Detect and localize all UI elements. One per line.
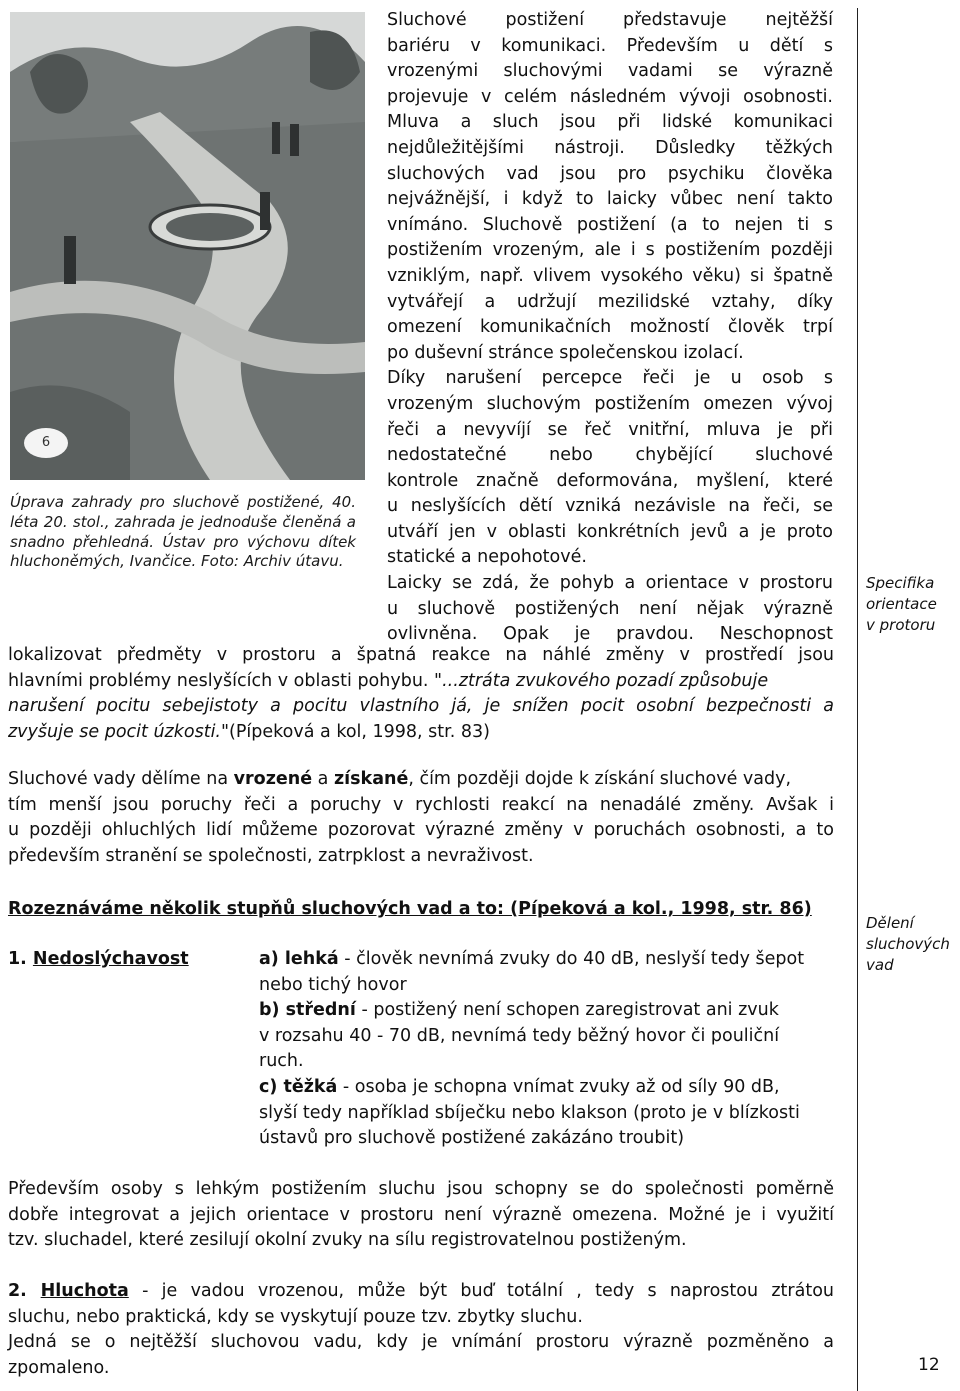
text-line: u neslyšících dětí vzniká nezávisle na řeči, se xyxy=(387,496,833,517)
text-line: kontrole značně deformována, myšlení, které xyxy=(387,470,833,491)
quote-text: ...ztráta zvukového pozadí způsobuje xyxy=(442,670,769,691)
text-line: řeči a nevyvíjí se řeč vnitřní, mluva je při xyxy=(387,419,833,440)
text-line: Díky narušení percepce řeči je u osob s xyxy=(387,368,833,389)
text-line: ústavů pro sluchově postižené zakázáno troubit) xyxy=(259,1128,685,1149)
level-item-a xyxy=(259,947,829,973)
text-line: slyší tedy například sbíječku nebo klakson (proto je v blízkosti xyxy=(259,1102,800,1123)
text-line: projevuje v celém následném vývoji osobnosti. xyxy=(387,86,833,107)
text-line: Mluva a sluch jsou při lidské komunikaci xyxy=(387,112,833,133)
text-line: sluchu, nebo praktická, kdy se vyskytují pouze tzv. zbytky sluchu. xyxy=(8,1306,583,1327)
text-line: dobře integrovat a jejich orientace v prostoru není výrazně omezena. Možné je i využití xyxy=(8,1204,834,1225)
term-ziskane: získané xyxy=(333,769,409,789)
level-number: 1. xyxy=(8,949,33,969)
item-text: - postižený není schopen zaregistrovat ani zvuk xyxy=(355,1000,779,1021)
text-plain: - je vadou vrozenou, může být buď totální , tedy s naprostou ztrátou xyxy=(128,1281,834,1301)
citation: "(Pípeková a kol, 1998, str. 83) xyxy=(221,721,490,742)
text-line: nedostatečné nebo chybějící sluchové xyxy=(387,445,833,466)
text-line xyxy=(8,1279,834,1305)
side-note-line: Dělení xyxy=(866,914,914,932)
quote-line: narušení pocitu sebejistoty a pocitu vlastního já, je snížen pocit osobní bezpečnosti a xyxy=(8,696,834,717)
side-note-line: Specifika xyxy=(866,574,935,592)
level-2-paragraph xyxy=(8,1279,834,1381)
text-line: Laicky se zdá, že pohyb a orientace v prostoru xyxy=(387,573,833,594)
level-1-heading xyxy=(8,947,189,973)
text-line: vzniklým, např. vlivem vysokého věku) si špatně xyxy=(387,265,833,286)
side-note-line: orientace xyxy=(866,595,937,613)
text-line xyxy=(8,669,834,695)
level-title: Nedoslýchavost xyxy=(32,949,189,969)
text-line: po duševní stránce společenskou izolací. xyxy=(387,342,744,363)
side-note-orientation xyxy=(866,573,960,636)
text-line: u sluchově postižených není nějak výrazně xyxy=(387,598,833,619)
margin-divider xyxy=(857,8,858,1391)
orientation-paragraph xyxy=(8,643,834,745)
degrees-heading: Rozeznáváme několik stupňů sluchových vad a to: (Pípeková a kol., 1998, str. 86) xyxy=(8,899,812,919)
text-line: postižením vrozeným, ale i s postižením později xyxy=(387,240,833,261)
item-label: c) těžká xyxy=(259,1076,338,1097)
quote-text: zvyšuje se pocit úzkosti. xyxy=(8,721,221,742)
text-line: utváří jen v oblasti konkrétních jevů a je proto xyxy=(387,521,833,542)
page-number: 12 xyxy=(918,1355,940,1375)
text-line: vnímáno. Sluchově postižení (a to nejen ti s xyxy=(387,214,833,235)
text-line: nebo tichý hovor xyxy=(259,974,407,995)
text-line: statické a nepohotové. xyxy=(387,547,587,568)
garden-photo-illustration xyxy=(10,12,365,480)
text-plain: hlavními problémy neslyšících v oblasti pohybu. " xyxy=(8,670,443,691)
side-note-line: v protoru xyxy=(866,616,936,634)
integration-paragraph xyxy=(8,1177,834,1254)
intro-paragraph xyxy=(387,8,833,648)
text-line: nejvážnější, i když to laicky vůbec není takto xyxy=(387,189,833,210)
text-plain: Sluchové vady dělíme na xyxy=(8,769,234,789)
text-plain: a xyxy=(312,769,334,789)
level-title: Hluchota xyxy=(40,1281,129,1301)
side-note-division xyxy=(866,913,960,976)
text-line: Sluchové postižení představuje nejtěžší xyxy=(387,10,833,30)
text-line: lokalizovat předměty v prostoru a špatná reakce na náhlé změny v prostředí jsou xyxy=(8,645,834,665)
level-item-c xyxy=(259,1075,829,1101)
item-text: - člověk nevnímá zvuky do 40 dB, neslyší tedy šepot xyxy=(338,949,805,969)
text-line: nejdůležitějšími nástroji. Důsledky těžkých xyxy=(387,137,833,158)
text-line: vrozenými sluchovými vadami se výrazně xyxy=(387,61,833,82)
text-line xyxy=(8,720,834,746)
text-line: v rozsahu 40 - 70 dB, nevnímá tedy běžný hovor či pouliční xyxy=(259,1025,780,1046)
text-line: vrozeným sluchovým postižením omezen vývoj xyxy=(387,393,833,414)
text-line: tzv. sluchadel, které zesilují okolní zvuky na sílu registrovatelnou postiženým. xyxy=(8,1230,687,1251)
text-line xyxy=(8,767,834,793)
text-line: tím menší jsou poruchy řeči a poruchy v rychlosti reakcí na nenadálé změny. Avšak i xyxy=(8,794,834,815)
item-text: - osoba je schopna vnímat zvuky až od síly 90 dB, xyxy=(337,1076,780,1097)
text-line: vytvářejí a udržují mezilidské vztahy, díky xyxy=(387,291,833,312)
text-line: bariéru v komunikaci. Především u dětí s xyxy=(387,35,833,56)
item-label: b) střední xyxy=(259,1000,356,1021)
photo-caption: Úprava zahrady pro sluchově postižené, 40. léta 20. stol., zahrada je jednoduše členěná a snadno přehledná. Ústav pro výchovu dítek hluchoněmých, Ivančice. Foto: Archiv útavu. xyxy=(10,493,356,571)
text-line: zpomaleno. xyxy=(8,1357,110,1378)
level-item-b xyxy=(259,998,829,1024)
text-line: Jedná se o nejtěžší sluchovou vadu, kdy je vnímání prostoru výrazně pozměněno a xyxy=(8,1332,834,1353)
text-line: především stranění se společnosti, zatrpklost a nevraživost. xyxy=(8,845,534,866)
text-line: sluchových vad jsou pro psychiku člověka xyxy=(387,163,833,184)
side-note-line: sluchových xyxy=(866,935,950,953)
level-number: 2. xyxy=(8,1281,41,1301)
text-plain: , čím později dojde k získání sluchové vady, xyxy=(408,769,792,789)
term-vrozene: vrozené xyxy=(233,769,313,789)
item-label: a) lehká xyxy=(259,949,339,969)
text-line: ovlivněna. Opak je pravdou. Neschopnost xyxy=(387,624,833,645)
side-note-line: vad xyxy=(866,956,894,974)
level-1-list xyxy=(259,947,829,1152)
text-line: ruch. xyxy=(259,1051,304,1072)
text-line: Především osoby s lehkým postižením sluchu jsou schopny se do společnosti poměrně xyxy=(8,1179,834,1199)
text-line: u později ohluchlých lidí můžeme pozorovat výrazné změny v poruchách osobnosti, a to xyxy=(8,820,834,841)
garden-photo xyxy=(10,12,365,480)
text-line: omezení komunikačních možností člověk trpí xyxy=(387,317,833,338)
vady-paragraph xyxy=(8,767,834,869)
photo-page-badge: 6 xyxy=(24,428,68,458)
